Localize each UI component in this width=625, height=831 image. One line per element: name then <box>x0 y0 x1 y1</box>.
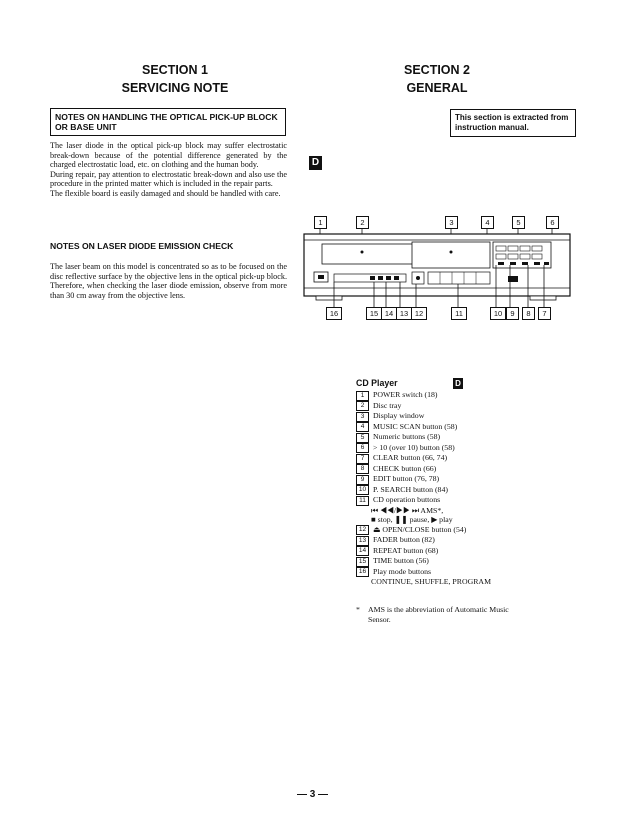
legend-number: 12 <box>356 525 369 535</box>
legend-item <box>356 506 556 516</box>
legend-number <box>356 506 367 514</box>
callout-13: 13 <box>396 307 412 320</box>
legend-number: 3 <box>356 412 369 422</box>
legend-number: 10 <box>356 485 369 495</box>
legend-text: CD operation buttons <box>373 495 441 504</box>
pickup-notes-title: NOTES ON HANDLING THE OPTICAL PICK-UP BLOCK OR BASE UNIT <box>55 112 278 132</box>
section-1-title: SERVICING NOTE <box>121 81 229 95</box>
legend-text: CHECK button (66) <box>373 463 437 473</box>
legend-text: REPEAT button (68) <box>373 545 439 555</box>
legend-number: 7 <box>356 454 369 464</box>
legend-number: 11 <box>356 496 369 506</box>
callout-12: 12 <box>411 307 427 320</box>
legend-item <box>356 567 556 578</box>
legend-text: Numeric buttons (58) <box>373 432 441 441</box>
laser-check-heading: NOTES ON LASER DIODE EMISSION CHECK <box>50 241 234 251</box>
callout-16: 16 <box>326 307 342 320</box>
legend-text: ⏮ ◀◀/▶▶ ⏭ AMS*, <box>371 505 444 515</box>
legend-number: 6 <box>356 443 369 453</box>
section-1-heading: SECTION 1 <box>142 63 208 77</box>
legend-item <box>356 535 556 546</box>
legend-number <box>356 578 367 586</box>
legend-number: 16 <box>356 567 369 577</box>
legend-item <box>356 453 556 464</box>
legend-item <box>356 515 556 525</box>
section-2-title: GENERAL <box>406 81 468 95</box>
legend-number <box>356 516 367 524</box>
callout-7: 7 <box>538 307 551 320</box>
laser-check-text: The laser beam on this model is concentrated so as to be focused on the disc reflective surface by the objective lens in the optical pick-up block. Therefore, when checking the laser diode emission, observe from more than 30 cm away from the objective lens. <box>50 262 287 300</box>
legend-item <box>356 390 556 401</box>
legend-text: EDIT button (76, 78) <box>373 474 440 483</box>
language-d-badge: D <box>309 156 322 170</box>
legend-item <box>356 485 556 496</box>
paragraph: The flexible board is easily damaged and should be handled with care. <box>50 188 281 198</box>
legend-text: TIME button (56) <box>373 556 429 566</box>
page-number: — 3 — <box>296 789 329 800</box>
paragraph: The laser diode in the optical pick-up block may suffer electrostatic break-down because of the potential difference generated by the charged electrostatic load, etc. on clothing and the human body. <box>50 141 287 170</box>
legend-item <box>356 443 556 454</box>
legend-number: 8 <box>356 464 369 474</box>
footnote-text: AMS is the abbreviation of Automatic Music Sensor. <box>368 605 509 624</box>
legend-item <box>356 577 556 587</box>
callout-2: 2 <box>356 216 369 229</box>
callout-11: 11 <box>451 307 467 320</box>
legend-item <box>356 546 556 557</box>
legend-title: CD Player <box>356 378 398 388</box>
servicing-text <box>50 141 287 199</box>
legend-text: FADER button (82) <box>373 535 435 545</box>
callout-4: 4 <box>481 216 494 229</box>
legend-item <box>356 464 556 475</box>
callout-15: 15 <box>366 307 382 320</box>
legend-text: Play mode buttons <box>373 566 432 576</box>
legend-number: 13 <box>356 536 369 546</box>
legend-number: 14 <box>356 546 369 556</box>
legend-text: CLEAR button (66, 74) <box>373 453 448 462</box>
callout-14: 14 <box>381 307 397 320</box>
callout-9: 9 <box>506 307 519 320</box>
footnote <box>356 605 516 624</box>
callout-3: 3 <box>445 216 458 229</box>
legend-list <box>356 390 556 587</box>
legend-item <box>356 525 556 536</box>
legend-number: 2 <box>356 401 369 411</box>
callout-5: 5 <box>512 216 525 229</box>
legend-text: CONTINUE, SHUFFLE, PROGRAM <box>371 577 491 587</box>
legend-text: ■ stop, ❚❚ pause, ▶ play <box>371 515 453 525</box>
legend-text: Disc tray <box>373 400 402 410</box>
legend-number: 15 <box>356 557 369 567</box>
legend-text: MUSIC SCAN button (58) <box>373 421 458 431</box>
legend-item <box>356 422 556 433</box>
footnote-mark: * <box>356 605 360 614</box>
legend-item <box>356 401 556 412</box>
legend-number: 4 <box>356 422 369 432</box>
pickup-notes-box <box>50 108 286 136</box>
legend-item <box>356 474 556 485</box>
legend-text: ⏏ OPEN/CLOSE button (54) <box>373 524 467 534</box>
legend-number: 1 <box>356 391 369 401</box>
legend-number: 9 <box>356 475 369 485</box>
legend-text: Display window <box>373 411 425 420</box>
legend-item <box>356 556 556 567</box>
legend-item <box>356 432 556 443</box>
callout-8: 8 <box>522 307 535 320</box>
callout-10: 10 <box>490 307 506 320</box>
legend-number: 5 <box>356 433 369 443</box>
callout-1: 1 <box>314 216 327 229</box>
legend-text: P. SEARCH button (84) <box>373 484 448 494</box>
legend-text: > 10 (over 10) button (58) <box>373 442 455 452</box>
callout-6: 6 <box>546 216 559 229</box>
extract-note-box <box>450 109 576 137</box>
paragraph: During repair, pay attention to electrostatic break-down and also use the procedure in the printed matter which is included in the repair parts. <box>50 169 287 189</box>
legend-d-badge: D <box>453 378 463 389</box>
legend-item <box>356 495 556 506</box>
extract-note-text: This section is extracted from instruction manual. <box>455 113 569 132</box>
legend-text: POWER switch (18) <box>373 390 438 399</box>
section-2-heading: SECTION 2 <box>404 63 470 77</box>
legend-item <box>356 411 556 422</box>
